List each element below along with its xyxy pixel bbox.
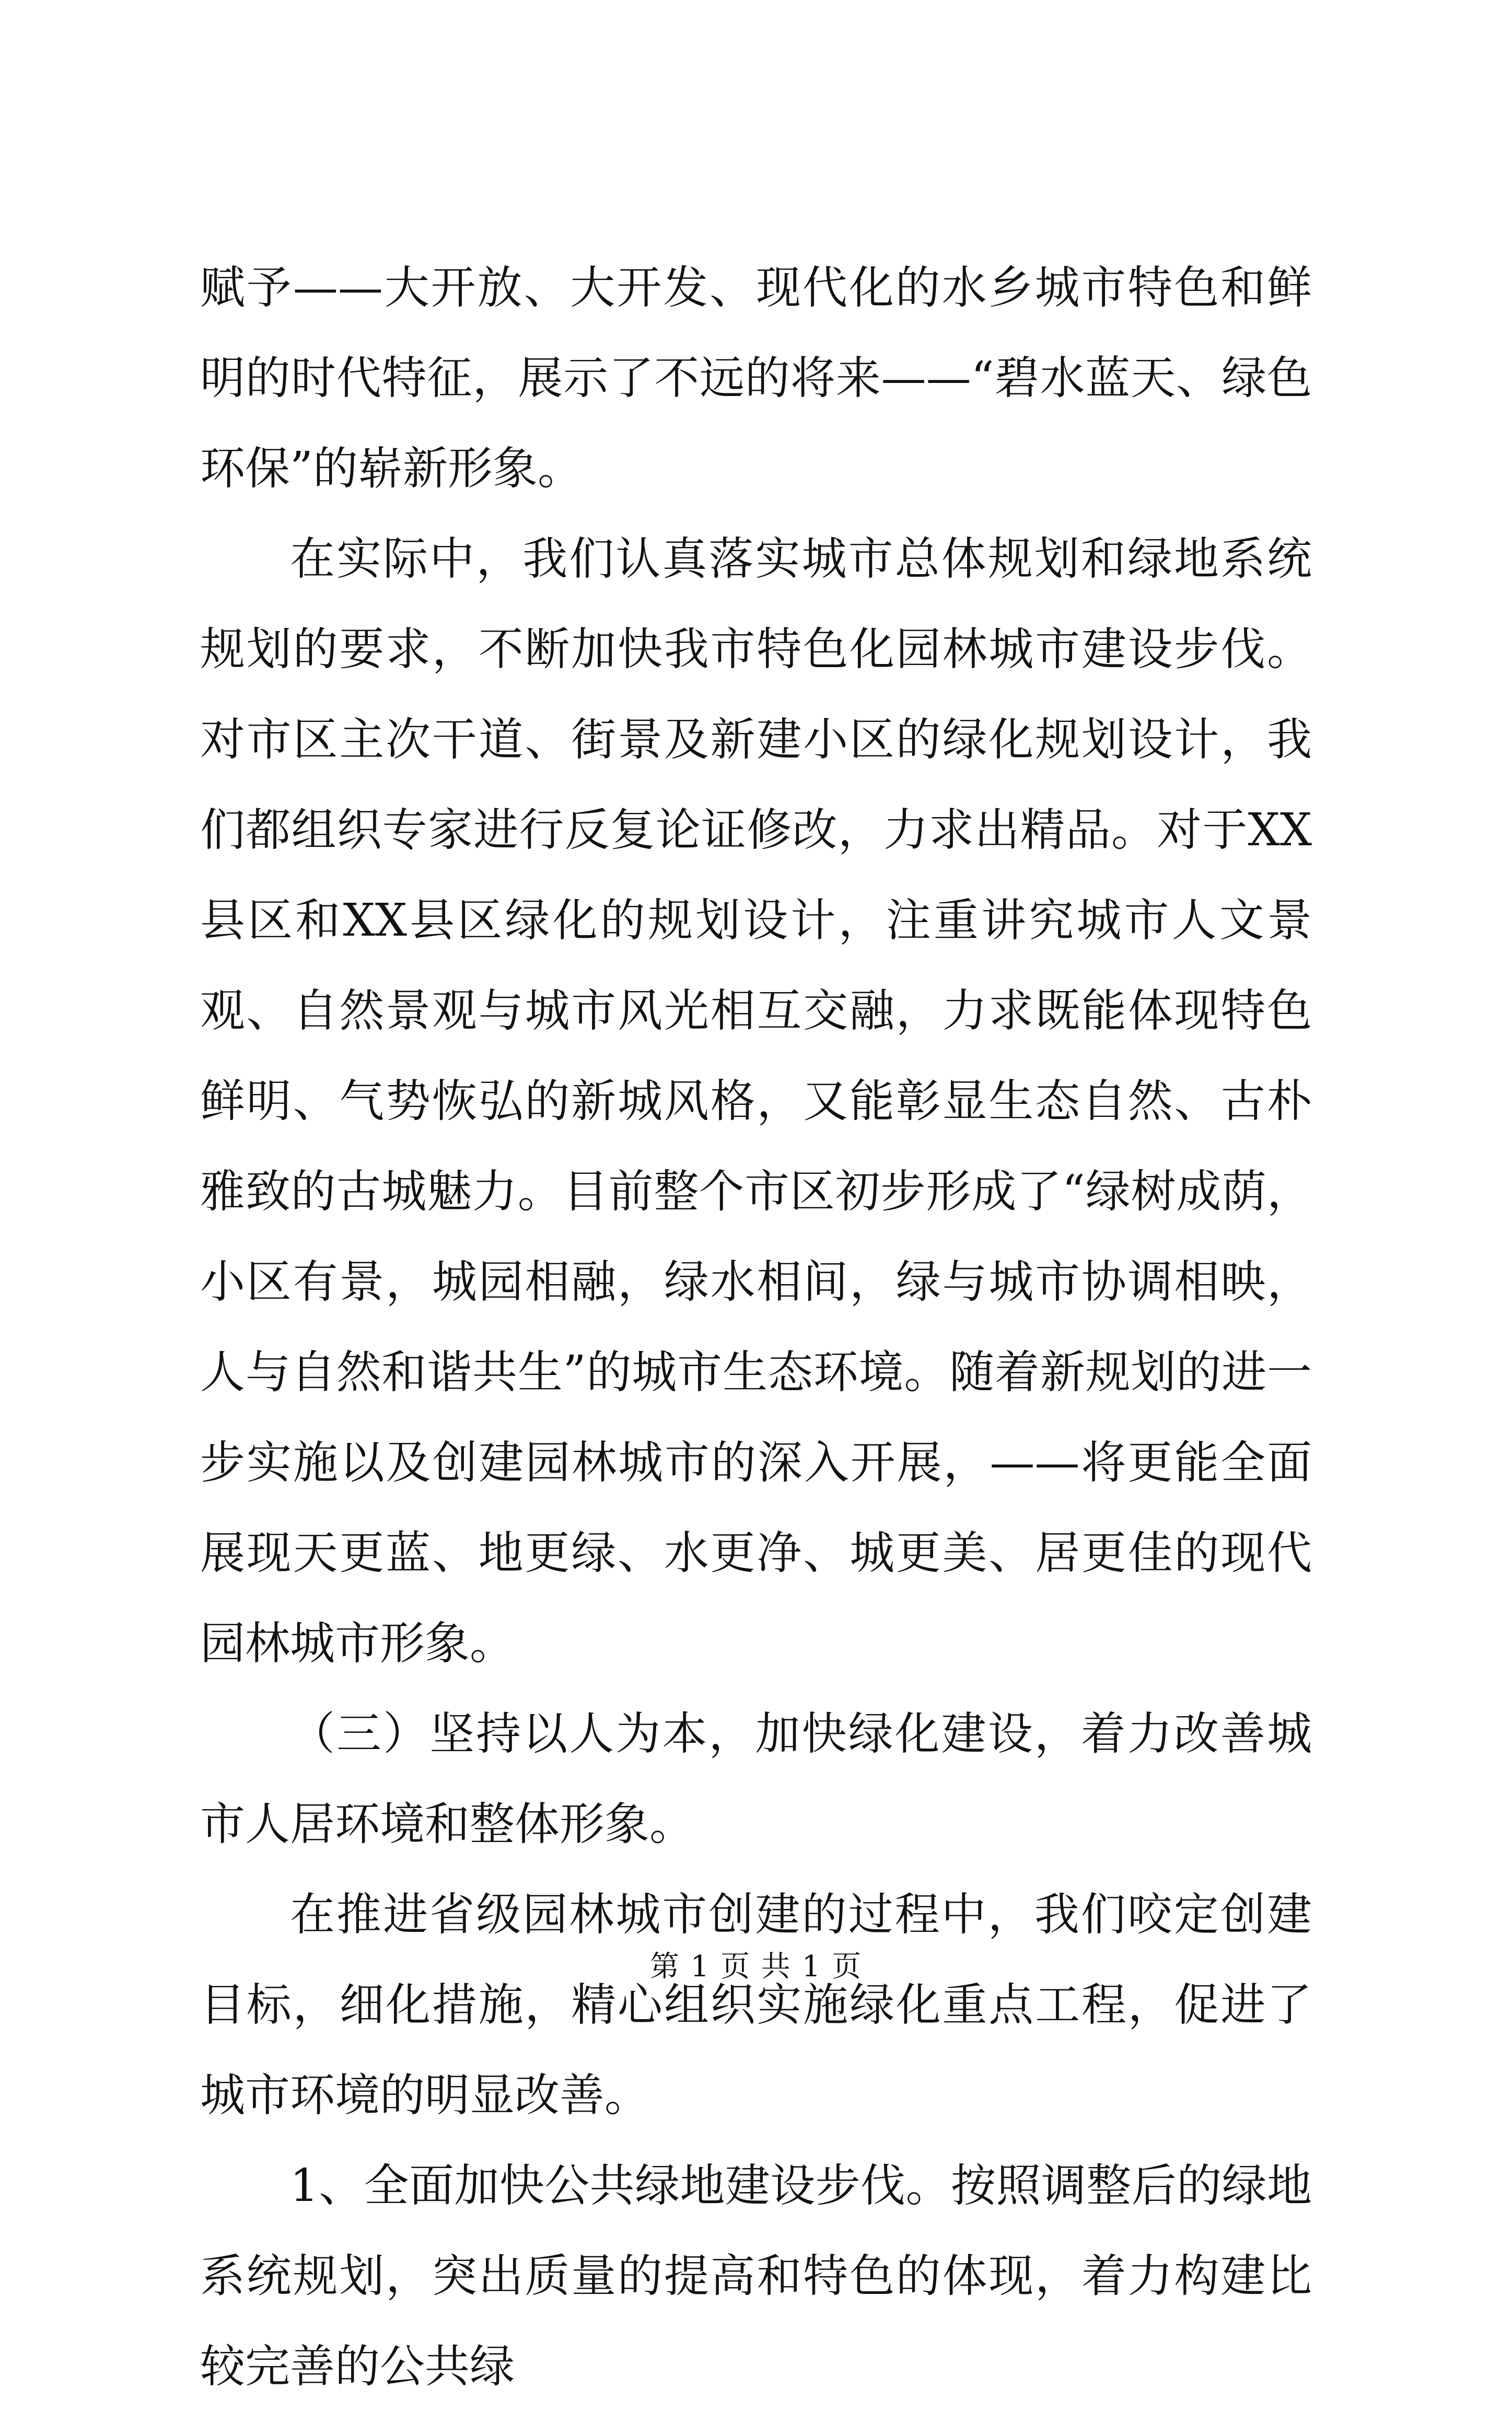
paragraph-4: 在推进省级园林城市创建的过程中，我们咬定创建目标，细化措施，精心组织实施绿化重点工程，促进了城市环境的明显改善。 [200, 1889, 1312, 2122]
paragraph-2: 在实际中，我们认真落实城市总体规划和绿地系统规划的要求，不断加快我市特色化园林城市建设步伐。对市区主次干道、街景及新建小区的绿化规划设计，我们都组织专家进行反复论证修改，力求出精品。对于XX县区和XX县区绿化的规划设计，注重讲究城市人文景观、自然景观与城市风光相互交融，力求既能体现特色鲜明、气势恢弘的新城风格，又能彰显生态自然、古朴雅致的古城魅力。目前整个市区初步形成了“绿树成荫，小区有景，城园相融，绿水相间，绿与城市协调相映，人与自然和谐共生”的城市生态环境。随着新规划的进一步实施以及创建园林城市的深入开展，——将更能全面展现天更蓝、地更绿、水更净、城更美、居更佳的现代园林城市形象。 [200, 533, 1312, 1670]
paragraph-1: 赋予——大开放、大开发、现代化的水乡城市特色和鲜明的时代特征，展示了不远的将来——“碧水蓝天、绿色环保”的崭新形象。 [200, 262, 1312, 495]
page-footer: 第 1 页 共 1 页 [649, 1950, 863, 1984]
paragraph-5: 1、全面加快公共绿地建设步伐。按照调整后的绿地系统规划，突出质量的提高和特色的体现，着力构建比较完善的公共绿 [200, 2160, 1312, 2393]
document-body [200, 243, 1312, 2412]
paragraph-3-section-heading: （三）坚持以人为本，加快绿化建设，着力改善城市人居环境和整体形象。 [200, 1708, 1312, 1850]
